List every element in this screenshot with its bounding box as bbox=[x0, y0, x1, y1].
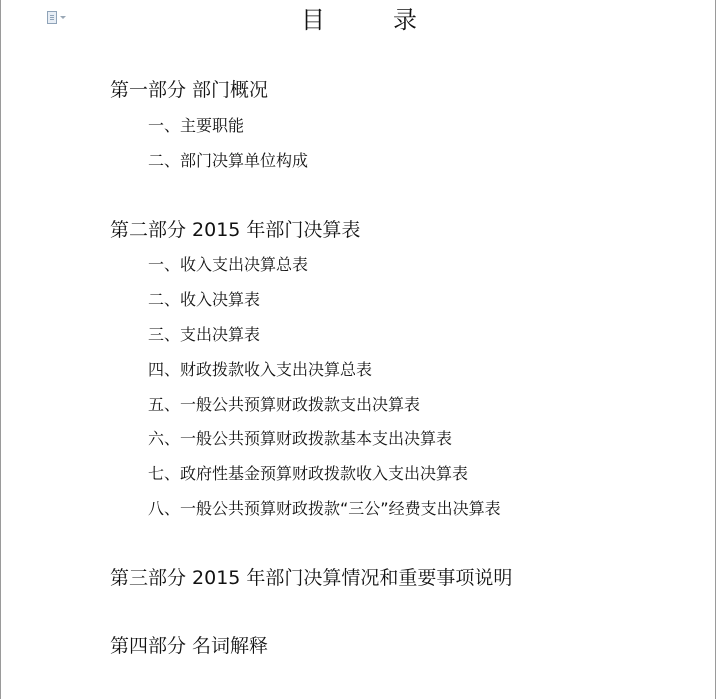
toc-item: 五、一般公共预算财政拨款支出决算表 bbox=[148, 395, 421, 414]
toc-item: 一、收入支出决算总表 bbox=[148, 255, 309, 274]
toc-item: 八、一般公共预算财政拨款“三公”经费支出决算表 bbox=[148, 499, 501, 518]
toc-item: 四、财政拨款收入支出决算总表 bbox=[148, 360, 373, 379]
toc-item: 七、政府性基金预算财政拨款收入支出决算表 bbox=[148, 464, 469, 483]
toc-item: 三、支出决算表 bbox=[148, 325, 261, 344]
toc-item: 二、收入决算表 bbox=[148, 290, 261, 309]
part-heading-3: 第三部分 2015 年部门决算情况和重要事项说明 bbox=[110, 567, 513, 589]
toc-item: 一、主要职能 bbox=[148, 116, 245, 135]
part-heading-4: 第四部分 名词解释 bbox=[110, 635, 269, 657]
part-heading-2: 第二部分 2015 年部门决算表 bbox=[110, 219, 361, 241]
toc-title: 目 录 bbox=[301, 6, 439, 34]
toc-item: 六、一般公共预算财政拨款基本支出决算表 bbox=[148, 429, 453, 448]
toc-item: 二、部门决算单位构成 bbox=[148, 151, 309, 170]
part-heading-1: 第一部分 部门概况 bbox=[110, 79, 269, 101]
